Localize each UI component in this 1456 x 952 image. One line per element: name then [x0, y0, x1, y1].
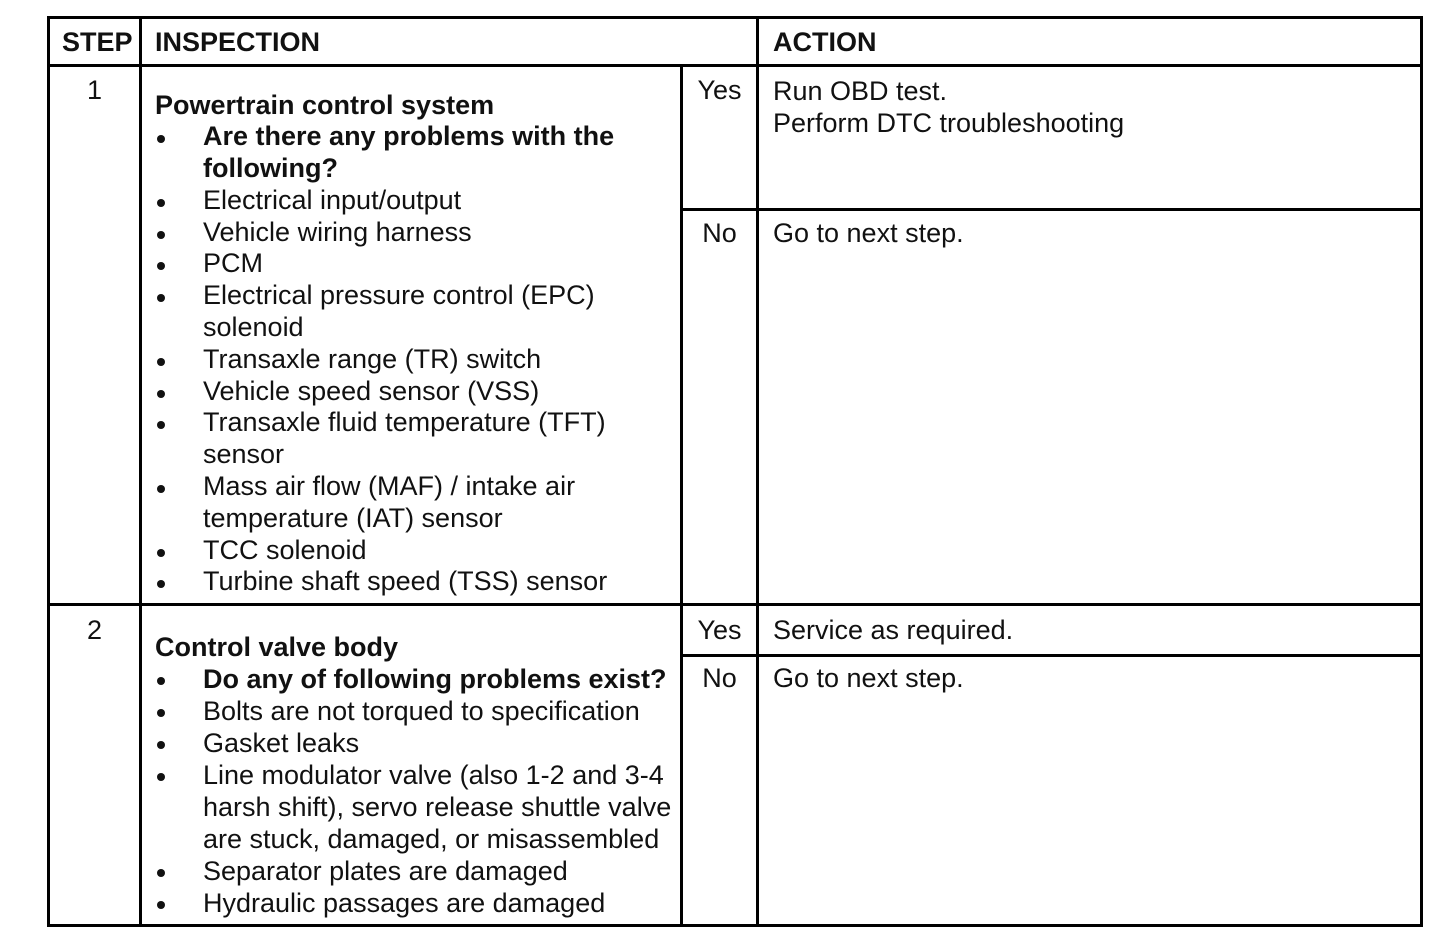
step2-yes-no-divider: [680, 654, 1423, 657]
list-item: [155, 344, 678, 376]
list-item-text: Vehicle speed sensor (VSS): [203, 375, 540, 406]
bullet-icon: [157, 773, 165, 781]
list-item: [155, 407, 678, 471]
step-number: 2: [86, 614, 103, 645]
inspection-cell: [155, 90, 678, 599]
list-item-text: Bolts are not torqued to specification: [203, 695, 640, 726]
question-text: Are there any problems with the following?: [203, 121, 615, 184]
list-item: [155, 376, 678, 408]
table-border-top: [47, 16, 1423, 19]
list-item: [155, 695, 678, 727]
bullet-icon: [157, 358, 165, 366]
list-item-text: Gasket leaks: [203, 727, 360, 758]
table-border-left: [47, 16, 50, 927]
list-item: [155, 887, 678, 919]
bullet-icon: [157, 294, 165, 302]
header-inspection: INSPECTION: [155, 26, 321, 57]
inspection-title: Control valve body: [155, 631, 399, 662]
action-text: Go to next step.: [773, 217, 964, 248]
list-item-text: Vehicle wiring harness: [203, 216, 472, 247]
yes-action: [773, 615, 1013, 647]
action-text: Perform DTC troubleshooting: [773, 107, 1125, 138]
bullet-icon: [157, 135, 165, 143]
list-item-text: Transaxle range (TR) switch: [203, 343, 542, 374]
row-divider: [47, 603, 1423, 606]
action-text: Service as required.: [773, 614, 1014, 645]
list-item: [155, 248, 678, 280]
bullet-icon: [157, 709, 165, 717]
yes-label: Yes: [697, 614, 742, 645]
no-label: No: [702, 662, 737, 693]
list-item: [155, 185, 678, 217]
list-item: [155, 471, 678, 535]
list-item-text: Electrical input/output: [203, 184, 462, 215]
no-label: No: [702, 217, 737, 248]
step-column-divider: [139, 16, 142, 927]
inspection-list: [155, 663, 678, 919]
list-item-text: PCM: [203, 248, 263, 279]
step-number: 1: [86, 74, 103, 105]
bullet-icon: [157, 231, 165, 239]
yes-no-column-divider: [680, 64, 683, 927]
list-item: [155, 535, 678, 567]
action-column-divider: [756, 16, 759, 927]
inspection-question: [155, 121, 678, 185]
bullet-icon: [157, 677, 165, 685]
no-action: [773, 663, 964, 695]
list-item-text: Separator plates are damaged: [203, 855, 568, 886]
list-item: [155, 217, 678, 249]
bullet-icon: [157, 549, 165, 557]
list-item-text: Turbine shaft speed (TSS) sensor: [203, 566, 608, 597]
inspection-question: [155, 663, 678, 695]
inspection-cell: [155, 631, 678, 919]
list-item-text: Mass air flow (MAF) / intake air temperature (IAT) sensor: [203, 471, 576, 533]
table-border-right: [1420, 16, 1423, 927]
question-text: Do any of following problems exist?: [203, 663, 667, 694]
list-item: [155, 759, 678, 855]
inspection-list: [155, 121, 678, 598]
table-border-bottom: [47, 924, 1423, 927]
yes-label: Yes: [697, 74, 742, 105]
header-step: STEP: [62, 26, 133, 57]
bullet-icon: [157, 262, 165, 270]
bullet-icon: [157, 741, 165, 749]
bullet-icon: [157, 901, 165, 909]
bullet-icon: [157, 199, 165, 207]
list-item-text: Electrical pressure control (EPC) solenoid: [203, 280, 595, 343]
inspection-title: Powertrain control system: [155, 89, 495, 120]
list-item: [155, 566, 678, 598]
list-item-text: Transaxle fluid temperature (TFT) sensor: [203, 407, 606, 470]
bullet-icon: [157, 485, 165, 493]
bullet-icon: [157, 580, 165, 588]
list-item: [155, 855, 678, 887]
bullet-icon: [157, 390, 165, 398]
bullet-icon: [157, 421, 165, 429]
no-action: [773, 218, 964, 250]
step1-yes-no-divider: [680, 208, 1423, 211]
list-item: [155, 280, 678, 344]
list-item-text: Line modulator valve (also 1-2 and 3-4 harsh shift), servo release shuttle valve are stuck, damaged, or misassembled: [203, 759, 672, 854]
yes-action: [773, 75, 1124, 139]
action-text: Go to next step.: [773, 662, 964, 693]
header-divider: [47, 64, 1423, 67]
bullet-icon: [157, 869, 165, 877]
action-text: Run OBD test.: [773, 75, 948, 106]
list-item: [155, 727, 678, 759]
list-item-text: Hydraulic passages are damaged: [203, 887, 606, 918]
header-action: ACTION: [773, 26, 877, 57]
list-item-text: TCC solenoid: [203, 534, 367, 565]
